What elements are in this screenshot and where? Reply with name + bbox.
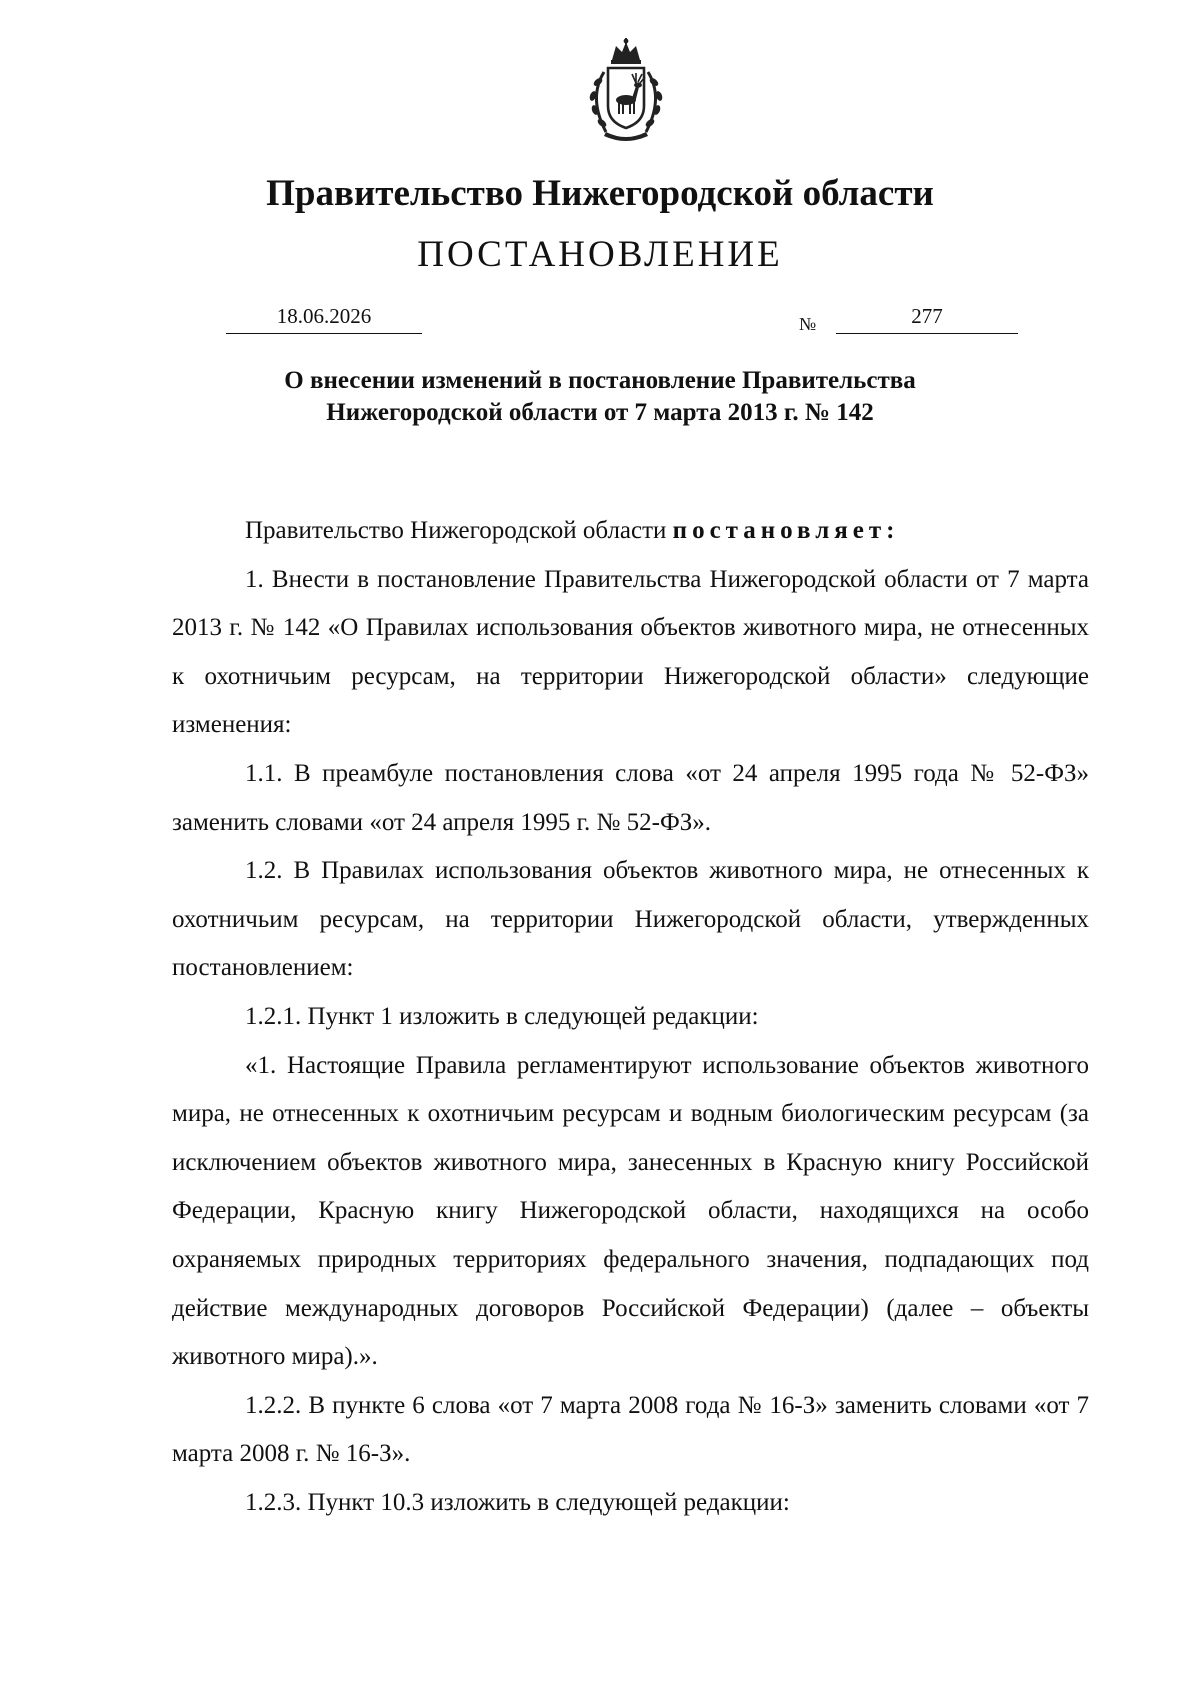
intro-prefix: Правительство Нижегородской области [245, 517, 673, 544]
paragraph-1-2-1: 1.2.1. Пункт 1 изложить в следующей редакции: [245, 1002, 759, 1030]
coat-of-arms-emblem [576, 38, 676, 146]
decree-word: постановляет: [672, 517, 900, 544]
paragraph-1-2-3: 1.2.3. Пункт 10.3 изложить в следующей редакции: [245, 1488, 790, 1516]
document-subject [0, 365, 1200, 429]
intro-paragraph [172, 507, 1089, 556]
document-number: 277 [836, 304, 1018, 334]
paragraph-1-1: 1.1. В преамбуле постановления слова «от 24 апреля 1995 года № 52-ФЗ» заменить словами «от 24 апреля 1995 г. № 52-ФЗ». [172, 759, 1089, 836]
document-type: ПОСТАНОВЛЕНИЕ [417, 234, 783, 275]
paragraph-1-2-2: 1.2.2. В пункте 6 слова «от 7 марта 2008 года № 16-З» заменить словами «от 7 марта 2008 г. № 16-З». [172, 1391, 1089, 1468]
subject-line-2: Нижегородской области от 7 марта 2013 г. № 142 [326, 399, 874, 426]
quoted-paragraph-1: «1. Настоящие Правила регламентируют использование объектов животного мира, не отнесенных к охотничьим ресурсам и водным биологическим ресурсам (за исключением объектов животного мира, занесенных в Красную книгу Российской Федерации, Красную книгу Нижегородской области, находящихся на особо охраняемых природных территориях федерального значения, подпадающих под действие международных договоров Российской Федерации) (далее – объекты животного мира).». [172, 1051, 1089, 1371]
document-date: 18.06.2026 [226, 304, 422, 334]
number-sign: № [799, 314, 817, 334]
document-body [172, 507, 1089, 1527]
paragraph-1-2: 1.2. В Правилах использования объектов животного мира, не отнесенных к охотничьим ресурсам, на территории Нижегородской области, утвержденных постановлением: [172, 857, 1089, 982]
government-title: Правительство Нижегородской области [266, 173, 934, 214]
subject-line-1: О внесении изменений в постановление Правительства [284, 367, 916, 394]
paragraph-1: 1. Внести в постановление Правительства Нижегородской области от 7 марта 2013 г. № 142 «О Правилах использования объектов животного мира, не отнесенных к охотничьим ресурсам, на территории Нижегородской области» следующие изменения: [172, 565, 1089, 739]
